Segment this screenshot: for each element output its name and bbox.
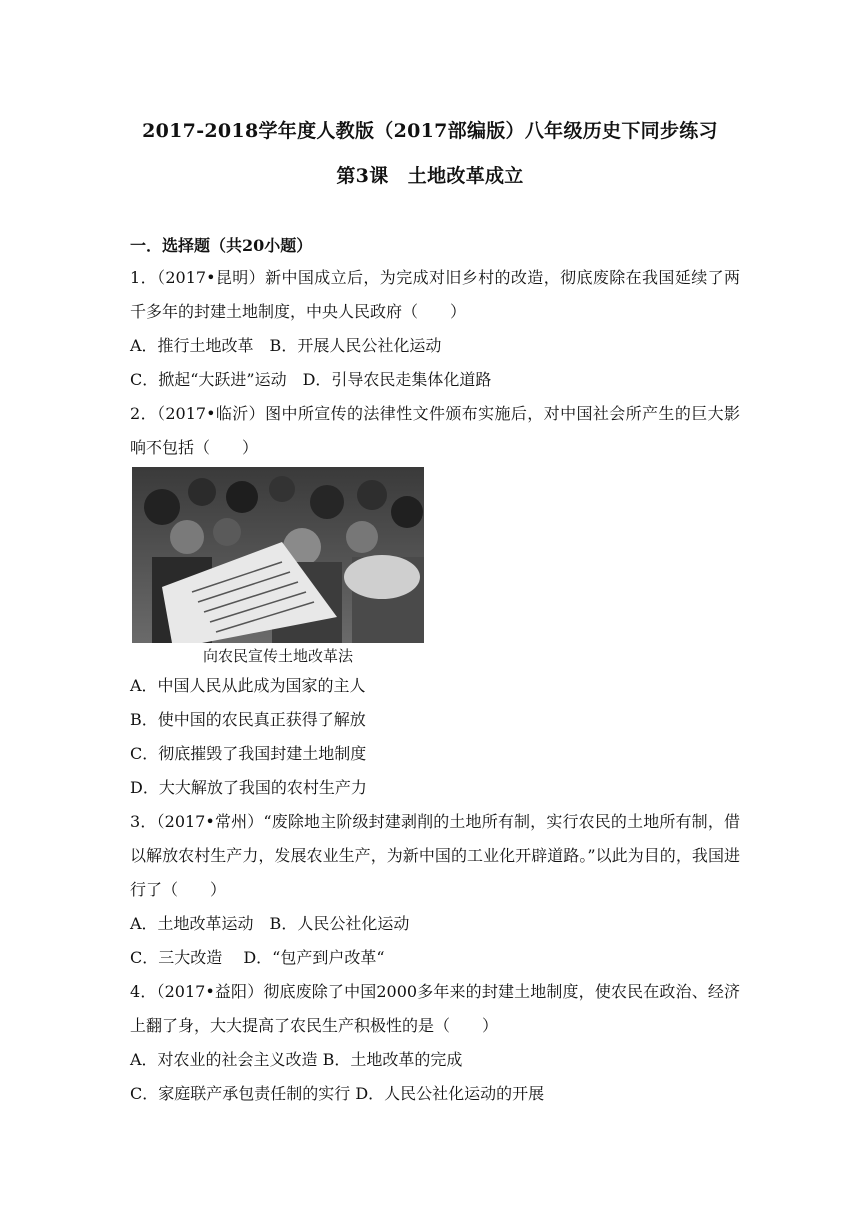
lesson-title: 第3课 土地改革成立 <box>336 165 524 187</box>
answer-option: C．掀起“大跃进”运动 D．引导农民走集体化道路 <box>130 370 492 389</box>
answer-option: D．大大解放了我国的农村生产力 <box>130 778 367 797</box>
question-3 <box>130 805 740 975</box>
question-figure <box>132 467 424 667</box>
question-2 <box>130 397 740 805</box>
answer-option: C．三大改造 D．“包产到户改革“ <box>130 948 385 967</box>
question-1 <box>130 261 740 397</box>
answer-option: A．土地改革运动 B．人民公社化运动 <box>130 914 410 933</box>
answer-option: C．家庭联产承包责任制的实行 D．人民公社化运动的开展 <box>130 1084 545 1103</box>
question-stem: 3．（2017•常州）“废除地主阶级封建剥削的土地所有制，实行农民的土地所有制，借以解放农村生产力，发展农业生产，为新中国的工业化开辟道路。”以此为目的，我国进行了（ ） <box>130 812 740 899</box>
question-stem: 2．（2017•临沂）图中所宣传的法律性文件颁布实施后，对中国社会所产生的巨大影响不包括（ ） <box>130 404 740 457</box>
section-heading: 一．选择题（共20小题） <box>130 236 313 255</box>
figure-caption: 向农民宣传土地改革法 <box>202 647 353 665</box>
land-reform-photo <box>132 467 424 643</box>
answer-option: A．推行土地改革 B．开展人民公社化运动 <box>130 336 442 355</box>
answer-option: B．使中国的农民真正获得了解放 <box>130 710 366 729</box>
question-4 <box>130 975 740 1111</box>
answer-option: A．对农业的社会主义改造 B．土地改革的完成 <box>130 1050 463 1069</box>
question-stem: 1．（2017•昆明）新中国成立后，为完成对旧乡村的改造，彻底废除在我国延续了两千多年的封建土地制度，中央人民政府（ ） <box>130 268 740 321</box>
question-stem: 4．（2017•益阳）彻底废除了中国2000多年来的封建土地制度，使农民在政治、经济上翻了身，大大提高了农民生产积极性的是（ ） <box>130 982 740 1035</box>
document-title: 2017-2018学年度人教版（2017部编版）八年级历史下同步练习 <box>142 120 718 142</box>
answer-option: C．彻底摧毁了我国封建土地制度 <box>130 744 367 763</box>
answer-option: A．中国人民从此成为国家的主人 <box>130 676 366 695</box>
question-list <box>130 261 740 1111</box>
